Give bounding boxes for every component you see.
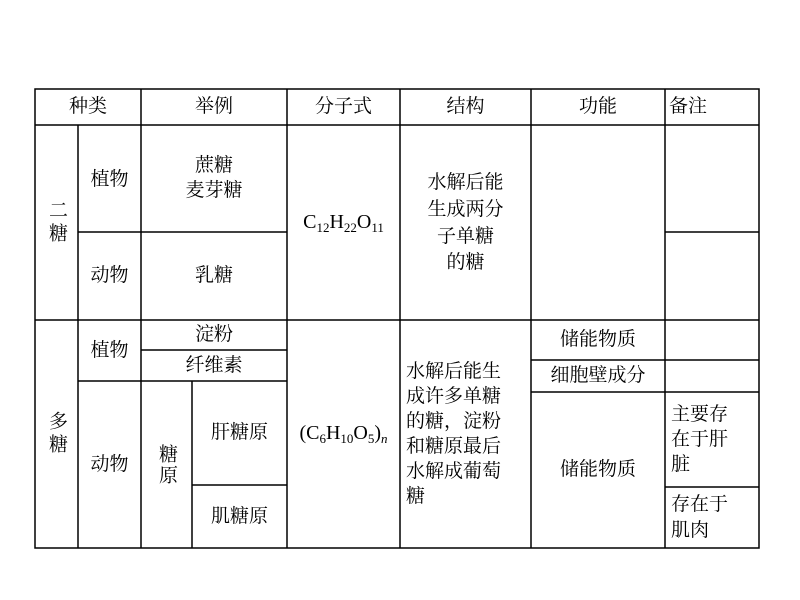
disaccharide-animal-example: 乳糖 [194, 264, 233, 287]
note-muscle: 存在于 肌肉 [671, 493, 729, 541]
glycogen-label: 糖原 [156, 443, 179, 486]
polysaccharide-structure: 水解后能生 成许多单糖 的糖，淀粉 和糖原最后 水解成葡萄 糖 [406, 359, 502, 508]
header-example: 举例 [194, 95, 233, 118]
disaccharide-animal-label: 动物 [90, 264, 129, 287]
function-cellulose: 细胞壁成分 [550, 364, 646, 387]
header-formula: 分子式 [314, 95, 372, 118]
category-polysaccharide-label: 多糖 [46, 411, 69, 457]
header-function: 功能 [578, 95, 617, 118]
polysaccharide-glycogen [141, 381, 192, 548]
category-disaccharide [35, 125, 78, 320]
header-kind: 种类 [68, 95, 107, 118]
function-starch: 储能物质 [559, 328, 636, 351]
polysaccharide-formula: $(C_6H_{10}O_5)_n$ [299, 422, 388, 447]
polysaccharide-starch: 淀粉 [194, 323, 233, 346]
polysaccharide-cellulose: 纤维素 [185, 353, 243, 376]
disaccharide-formula: $C_{12}H_{22}O_{11}$ [303, 210, 384, 235]
category-polysaccharide [35, 320, 78, 548]
polysaccharide-muscle-glycogen: 肌糖原 [210, 504, 268, 527]
disaccharide-plant-examples: 蔗糖 麦芽糖 [185, 154, 243, 202]
function-glycogen: 储能物质 [559, 458, 636, 481]
category-disaccharide-label: 二糖 [46, 199, 69, 246]
note-liver: 主要存 在于肝 脏 [671, 402, 729, 476]
polysaccharide-animal-label: 动物 [90, 452, 129, 475]
header-note: 备注 [669, 95, 708, 118]
header-structure: 结构 [446, 95, 485, 118]
disaccharide-plant-label: 植物 [90, 168, 129, 190]
disaccharide-structure: 水解后能 生成两分 子单糖 的糖 [427, 171, 504, 274]
polysaccharide-liver-glycogen: 肝糖原 [210, 421, 268, 444]
polysaccharide-plant-label: 植物 [90, 338, 129, 361]
